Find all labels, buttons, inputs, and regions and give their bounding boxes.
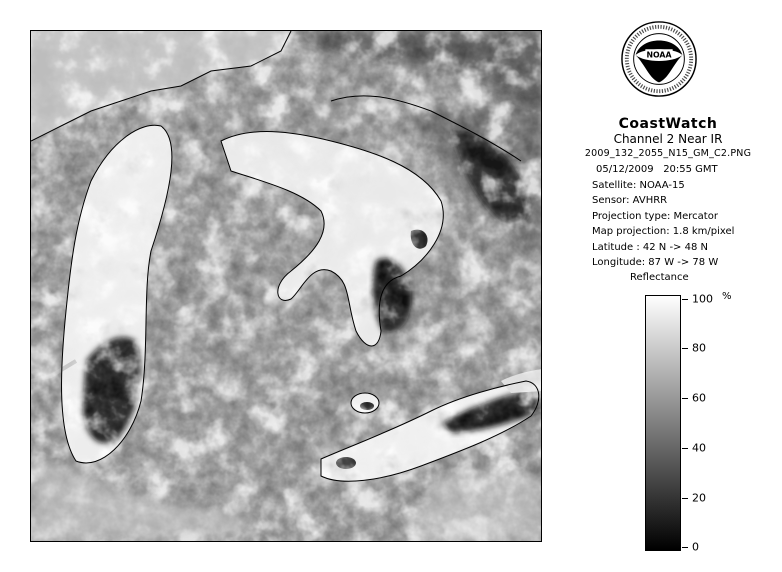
colorbar-tick-label: 20 — [692, 491, 706, 505]
brand-title: CoastWatch — [618, 116, 718, 132]
colorbar-tick-label: 60 — [692, 391, 706, 405]
noaa-logo — [620, 20, 698, 98]
projection-type-label: Projection type: Mercator — [592, 210, 718, 222]
colorbar-tick — [682, 498, 688, 499]
satellite-label: Satellite: NOAA-15 — [592, 179, 685, 191]
cloud-cumulus-se — [411, 474, 542, 543]
colorbar-ticks — [682, 292, 742, 554]
colorbar-tick — [682, 398, 688, 399]
colorbar-tick-label: 100 — [692, 292, 713, 306]
date-label: 05/12/2009 — [596, 164, 654, 175]
info-panel — [568, 100, 768, 159]
channel-label: Channel 2 Near IR — [613, 132, 723, 146]
colorbar-unit: % — [722, 291, 732, 302]
colorbar-tick — [682, 299, 688, 300]
satellite-image — [30, 30, 542, 542]
colorbar-tick-label: 80 — [692, 341, 706, 355]
noaa-logo-text: NOAA — [646, 50, 672, 60]
colorbar-tick — [682, 448, 688, 449]
metadata-list — [592, 162, 734, 271]
colorbar-tick — [682, 547, 688, 548]
time-label: 20:55 GMT — [663, 164, 718, 175]
satellite-image-svg — [31, 31, 542, 542]
longitude-label: Longitude: 87 W -> 78 W — [592, 257, 719, 268]
colorbar-tick-label: 0 — [692, 540, 699, 554]
colorbar — [645, 295, 681, 551]
colorbar-tick — [682, 348, 688, 349]
cloud-cover — [31, 31, 542, 542]
colorbar-title: Reflectance — [630, 272, 689, 283]
map-projection-label: Map projection: 1.8 km/pixel — [592, 226, 735, 237]
colorbar-tick-label: 40 — [692, 441, 706, 455]
latitude-label: Latitude : 42 N -> 48 N — [592, 241, 708, 253]
filename-label: 2009_132_2055_N15_GM_C2.PNG — [584, 148, 752, 159]
sensor-label: Sensor: AVHRR — [592, 195, 668, 206]
